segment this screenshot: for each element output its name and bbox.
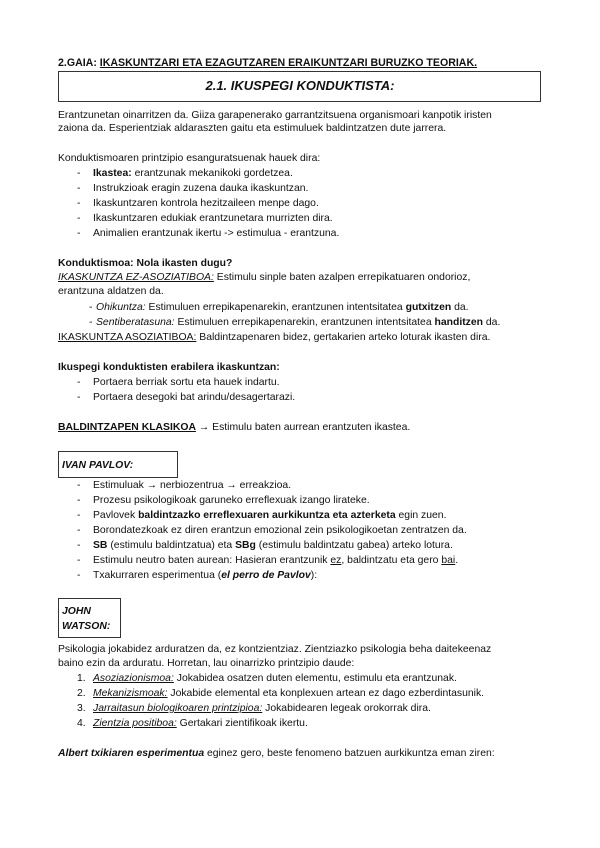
- document-page: 2.GAIA: IKASKUNTZARI ETA EZAGUTZAREN ERAIKUNTZARI BURUZKO TEORIAK. 2.1. IKUSPEGI KONDUKTISTA: Erantzunetan oinarritzen da. Giiza garapenerako garrantzitsuena organismoari kanpotik iristen zaiona da. Esperientziak aldaraszten gaitu eta estimuluek baldintzatzen dute jarrera. Konduktismoaren printzipio esanguratsuenak hauek dira: - Ikastea: erantzunak mekanikoki gordetzea. - Instrukzioak eragin zuzena dauka ikaskuntzan. - Ikaskuntzaren kontrola hezitzaileen menpe dago. - Ikaskuntzaren edukiak erantzunetara murrizten dira. - Animalien erantzunak ikertu -> estimulua - erantzuna. Konduktismoa: Nola ikasten dugu? IKASKUNTZA EZ-ASOZIATIBOA: Estimulu sinple baten azalpen errepikatuaren ondorioz, erantzuna aldatzen da. - Ohikuntza: Estimuluen errepikapenarekin, erantzunen intentsitatea gutxitzen da. - Sentiberatasuna: Estimuluen errepikapenarekin, erantzunen intentsitatea handitzen da. IKASKUNTZA ASOZIATIBOA: Baldintzapenaren bidez, gertakarien arteko loturak ikasten dira. Ikuspegi konduktisten erabilera ikaskuntzan: - Portaera berriak sortu eta hauek indartu. - Portaera desegoki bat arindu/desagertarazi. BALDINTZAPEN KLASIKOA → Estimulu baten aurrean erantzuten ikastea. IVAN PAVLOV: - Estimuluak → nerbiozentrua → erreakzioa. - Prozesu psikologikoak garuneko erreflexuak izango lirateke. - Pavlovek baldintzazko erreflexuaren aurkikuntza eta azterketa egin zuen. - Borondatezkoak ez diren erantzun emozional zein psikologikoetan zentratzen da. - SB (estimulu baldintzatua) eta SBg (estimulu baldintzatu gabea) arteko lotura. - Estimulu neutro baten aurean: Hasieran erantzunik ez, baldintzatu eta gero bai. - Txakurraren esperimentua (el perro de Pavlov): JOHN WATSON: Psikologia jokabidez arduratzen da, ez kontzientziaz. Zientziazko psikologia beha daitekeenaz baino ezin da arduratu. Horretan, lau oinarrizko printzipio daude: 1. Asoziazionismoa: Jokabidea osatzen duten elementu, estimulu eta erantzunak. 2. Mekanizismoak: Jokabide elemental eta konplexuen artean ez dago ezberdintasunik. 3. Jarraitasun biologikoaren printzipioa: Jokabidearen legeak orokorrak dira. 4. Zientzia positiboa: Gertakari zientifikoak ikertu. Albert txikiaren esperimentua eginez gero, beste fenomeno batzuen aurkikuntza eman ziren:: [0, 0, 600, 848]
- chapter-heading: [58, 57, 477, 70]
- intro-line-1: Erantzunetan oinarritzen da. Giiza garapenerako garrantzitsuena organismoari kanpotik iristen: [58, 110, 492, 121]
- watson-label-1: JOHN: [62, 606, 91, 617]
- nonassoc-line: IKASKUNTZA EZ-ASOZIATIBOA: Estimulu sinple baten azalpen errepikatuaren ondorioz,: [58, 272, 471, 283]
- watson-intro-1: Psikologia jokabidez arduratzen da, ez kontzientziaz. Zientziazko psikologia beha daitekeenaz: [58, 644, 492, 655]
- section-title: 2.1. IKUSPEGI KONDUKTISTA:: [205, 78, 395, 93]
- albert-line: Albert txikiaren esperimentua eginez gero, beste fenomeno batzuen aurkikuntza eman ziren:: [58, 748, 495, 759]
- principles-intro: Konduktismoaren printzipio esanguratsuenak hauek dira:: [58, 153, 321, 164]
- role-heading: Ikuspegi konduktisten erabilera ikaskuntzan:: [58, 362, 280, 373]
- classic-line: BALDINTZAPEN KLASIKOA → Estimulu baten aurrean erantzuten ikastea.: [58, 422, 411, 433]
- intro-line-2: zaiona da. Esperientziak aldaraszten gaitu eta estimuluek baldintzatzen dute jarrera.: [58, 123, 447, 134]
- chapter-title: IKASKUNTZARI ETA EZAGUTZAREN ERAIKUNTZARI BURUZKO TEORIAK.: [99, 57, 478, 69]
- watson-label-2: WATSON:: [62, 621, 111, 632]
- watson-intro-2: baino ezin da arduratu. Horretan, lau oinarrizko printzipio daude:: [58, 658, 355, 669]
- nonassoc-line-2: erantzuna aldatzen da.: [58, 286, 164, 297]
- assoc-line: IKASKUNTZA ASOZIATIBOA: Baldintzapenaren bidez, gertakarien arteko loturak ikasten dira.: [58, 332, 491, 343]
- chapter-prefix: 2.GAIA:: [58, 57, 100, 69]
- how-heading: Konduktismoa: Nola ikasten dugu?: [58, 258, 233, 269]
- pavlov-label: IVAN PAVLOV:: [62, 460, 134, 471]
